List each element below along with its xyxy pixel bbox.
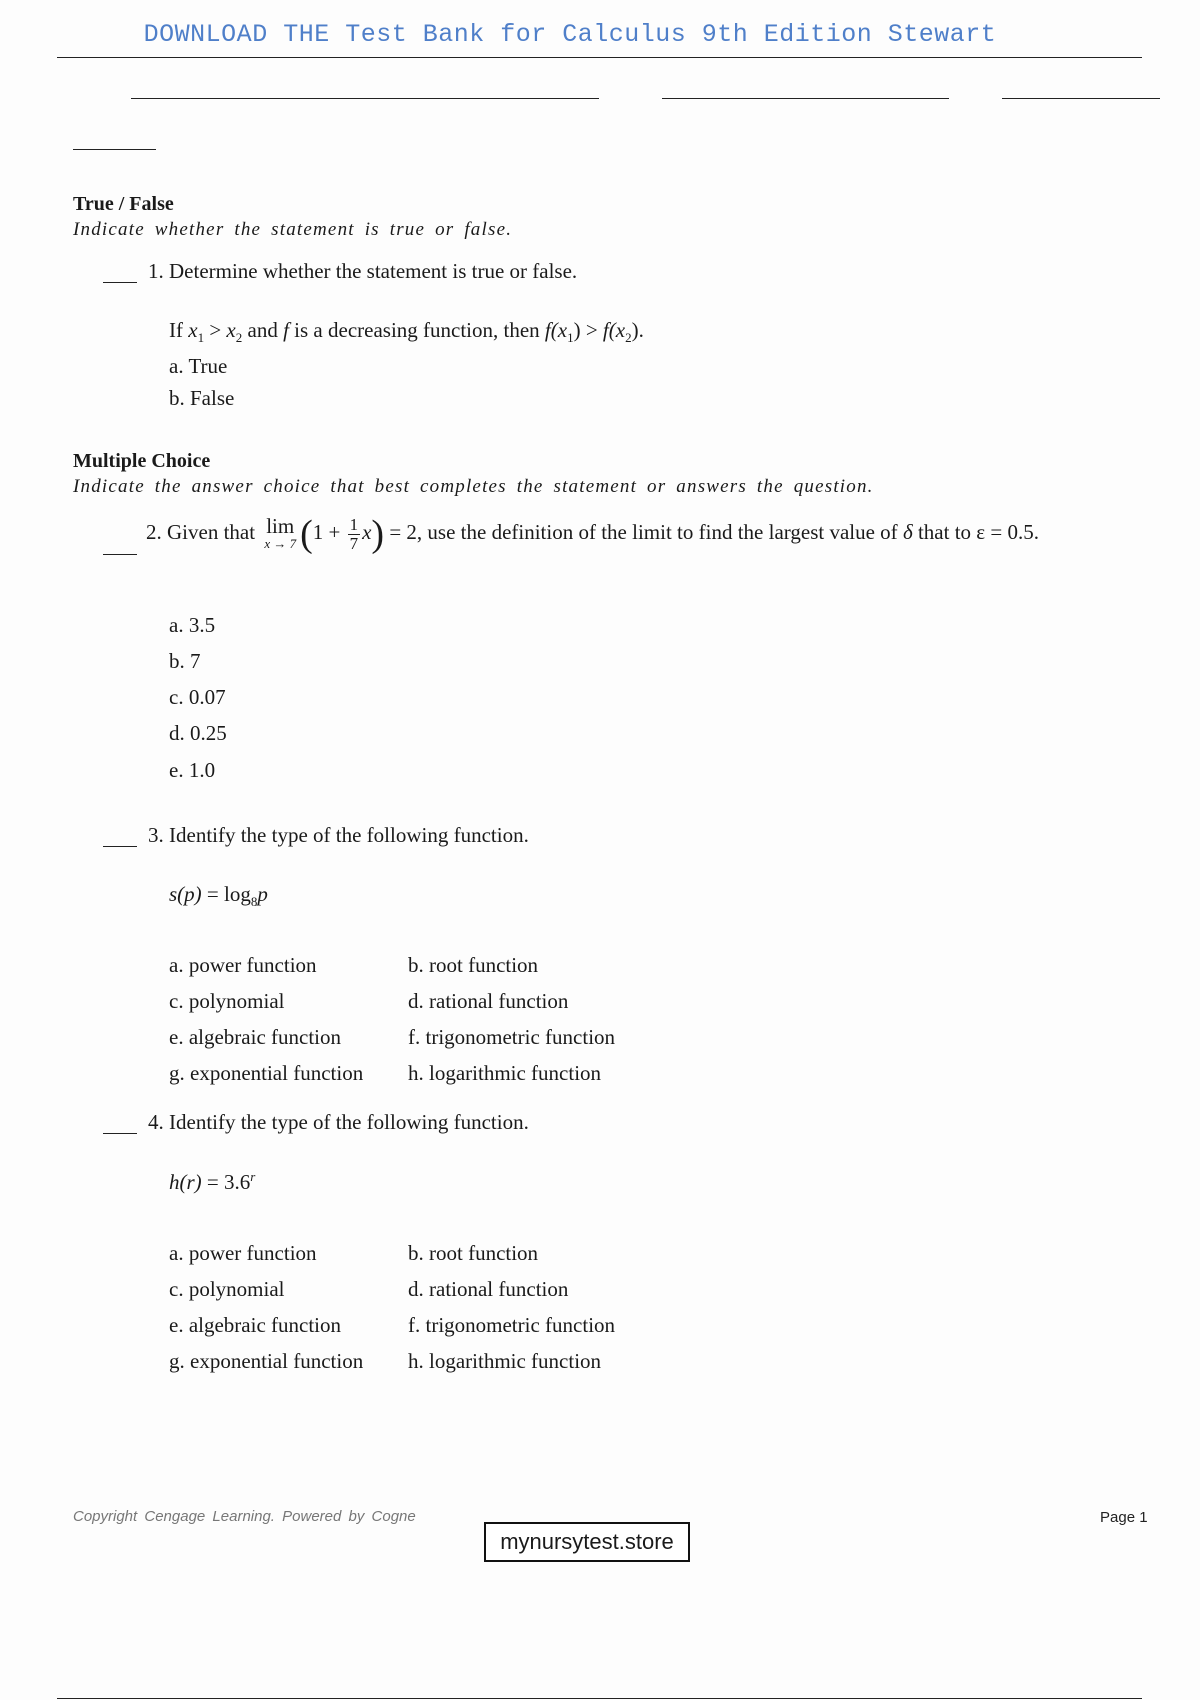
option-false[interactable]: b. False <box>169 386 235 410</box>
question-text: Identify the type of the following function. <box>169 1110 529 1134</box>
limit-operator: lim x → 7 <box>264 514 297 551</box>
header-banner[interactable]: DOWNLOAD THE Test Bank for Calculus 9th Edition Stewart <box>143 20 997 49</box>
watermark-stamp[interactable]: mynursytest.store <box>484 1522 690 1562</box>
option-q2-d[interactable]: d. 0.25 <box>169 721 227 745</box>
question-4-formula: $h(r) = 3.6^r$ <box>169 1169 256 1194</box>
option-q3-h[interactable]: h. logarithmic function <box>408 1061 602 1085</box>
option-q4-h[interactable]: h. logarithmic function <box>408 1349 602 1373</box>
header-rule <box>57 57 1142 58</box>
question-text: Determine whether the statement is true or false. <box>169 259 578 283</box>
option-q2-e[interactable]: e. 1.0 <box>169 758 216 782</box>
option-q3-a[interactable]: a. power function <box>169 953 317 977</box>
option-q3-g[interactable]: g. exponential function <box>169 1061 364 1085</box>
question-text: Identify the type of the following function. <box>169 823 529 847</box>
option-q2-b[interactable]: b. 7 <box>169 649 201 673</box>
question-number: 1. <box>148 259 164 283</box>
option-q3-c[interactable]: c. polynomial <box>169 989 285 1013</box>
section-title-true-false: True / False <box>73 193 174 215</box>
option-q3-b[interactable]: b. root function <box>408 953 539 977</box>
section-instruction-multiple-choice: Indicate the answer choice that best completes the statement or answers the question. <box>73 476 874 497</box>
name-blank <box>131 98 599 99</box>
option-q4-c[interactable]: c. polynomial <box>169 1277 285 1301</box>
page-number: Page 1 <box>1100 1509 1148 1526</box>
question-4 <box>148 1110 529 1135</box>
option-q4-g[interactable]: g. exponential function <box>169 1349 364 1373</box>
bottom-rule <box>57 1698 1142 1699</box>
option-q4-a[interactable]: a. power function <box>169 1241 317 1265</box>
answer-blank-q4[interactable] <box>103 1133 137 1134</box>
answer-blank-q1[interactable] <box>103 282 137 283</box>
section-title-multiple-choice: Multiple Choice <box>73 450 211 472</box>
option-q4-b[interactable]: b. root function <box>408 1241 539 1265</box>
option-q2-c[interactable]: c. 0.07 <box>169 685 226 709</box>
class-blank <box>662 98 949 99</box>
option-q3-d[interactable]: d. rational function <box>408 989 569 1013</box>
id-blank <box>73 149 156 150</box>
option-q3-f[interactable]: f. trigonometric function <box>408 1025 616 1049</box>
question-2: 2. Given that lim x → 7 (1 + $\frac{1}{7}$ x) = 2, use the definition of the limit to find the largest value of δ that to ε = 0.5. <box>146 513 1039 555</box>
section-instruction-true-false: Indicate whether the statement is true or false. <box>73 219 513 240</box>
question-number: 4. <box>148 1110 164 1134</box>
option-q4-f[interactable]: f. trigonometric function <box>408 1313 616 1337</box>
option-q4-d[interactable]: d. rational function <box>408 1277 569 1301</box>
date-blank <box>1002 98 1160 99</box>
footer-copyright: Copyright Cengage Learning. Powered by Cogne <box>73 1508 416 1525</box>
option-q4-e[interactable]: e. algebraic function <box>169 1313 341 1337</box>
question-3 <box>148 823 529 848</box>
question-number: 3. <box>148 823 164 847</box>
answer-blank-q3[interactable] <box>103 846 137 847</box>
option-true[interactable]: a. True <box>169 354 228 378</box>
option-q2-a[interactable]: a. 3.5 <box>169 613 216 637</box>
question-1-statement: If $x_1 > x_2$ and f is a decreasing function, then $f(x_1) > f(x_2)$. <box>169 318 644 346</box>
answer-blank-q2[interactable] <box>103 554 137 555</box>
question-number: 2. <box>146 519 162 544</box>
question-1 <box>148 259 577 284</box>
question-3-formula: $s(p) = \log_8p$ <box>169 882 268 910</box>
option-q3-e[interactable]: e. algebraic function <box>169 1025 341 1049</box>
fraction: $\frac{1}{7}$ <box>349 514 359 553</box>
